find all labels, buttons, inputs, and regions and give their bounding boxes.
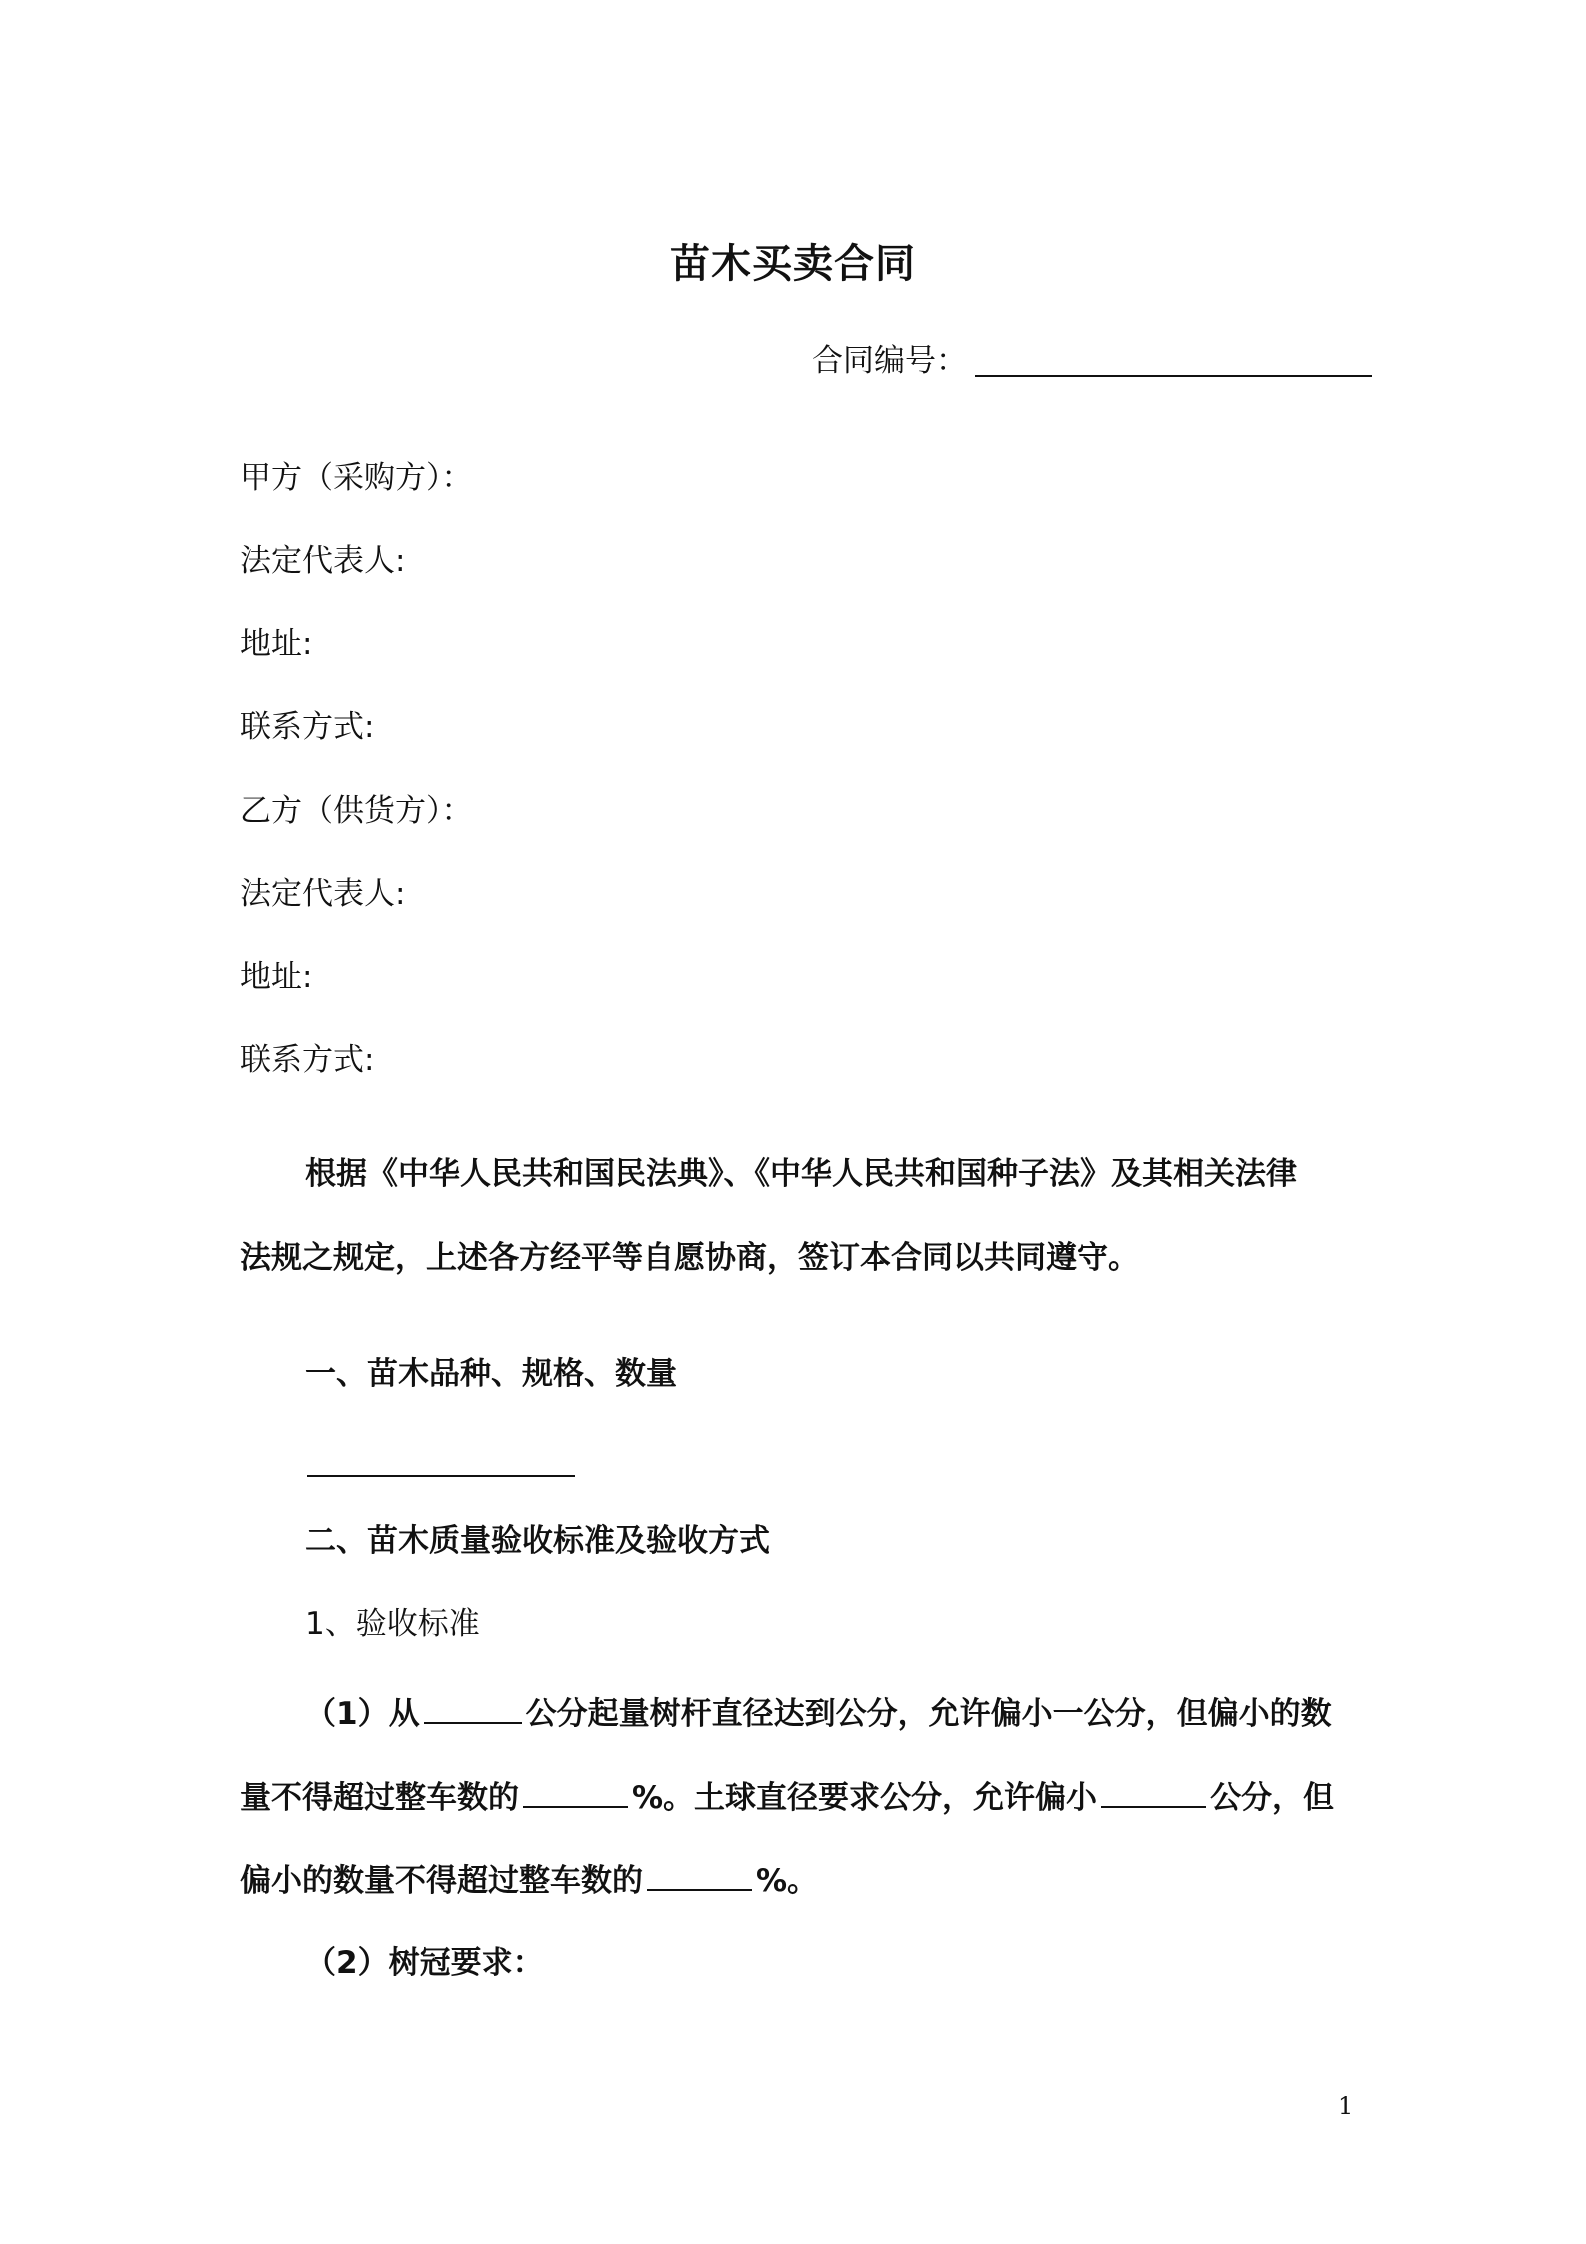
item-1-line-1 bbox=[305, 1688, 1332, 1733]
item-1-line-3-end: %。 bbox=[756, 1863, 819, 1899]
item-1-line-3 bbox=[240, 1855, 818, 1900]
item-1-line-3-start: 偏小的数量不得超过整车数的 bbox=[240, 1863, 643, 1899]
item-1-line-2-start: 量不得超过整车数的 bbox=[240, 1780, 519, 1816]
party-b-rep-label: 法定代表人: bbox=[240, 876, 406, 912]
preamble-line-2: 法规之规定，上述各方经平等自愿协商，签订本合同以共同遵守。 bbox=[240, 1240, 1139, 1276]
item-1-line-2-end: 公分，但 bbox=[1210, 1780, 1335, 1816]
item-1-line-2-mid: %。土球直径要求公分，允许偏小 bbox=[632, 1780, 1098, 1816]
undersize-percent-blank[interactable] bbox=[523, 1775, 628, 1808]
page-number: 1 bbox=[1338, 2092, 1354, 2120]
soil-ball-percent-blank[interactable] bbox=[647, 1858, 752, 1891]
section-1-blank[interactable] bbox=[307, 1475, 575, 1477]
item-1-line-2 bbox=[240, 1772, 1334, 1817]
document-title: 苗木买卖合同 bbox=[670, 241, 916, 287]
party-a-address-label: 地址: bbox=[240, 626, 313, 662]
party-a-contact-label: 联系方式: bbox=[240, 709, 375, 745]
soil-ball-tolerance-blank[interactable] bbox=[1101, 1775, 1206, 1808]
contract-number-label: 合同编号： bbox=[812, 343, 967, 379]
acceptance-standard-subheading: 1、验收标准 bbox=[305, 1606, 480, 1642]
contract-number-blank[interactable] bbox=[975, 375, 1372, 377]
party-b-heading: 乙方（供货方）： bbox=[240, 793, 473, 829]
start-diameter-blank[interactable] bbox=[424, 1691, 522, 1724]
party-a-rep-label: 法定代表人: bbox=[240, 543, 406, 579]
item-1-line-1-rest: 公分起量树杆直径达到公分，允许偏小一公分，但偏小的数 bbox=[525, 1696, 1332, 1732]
party-b-contact-label: 联系方式: bbox=[240, 1042, 375, 1078]
party-b-address-label: 地址: bbox=[240, 959, 313, 995]
section-2-heading: 二、苗木质量验收标准及验收方式 bbox=[305, 1523, 770, 1559]
section-1-heading: 一、苗木品种、规格、数量 bbox=[305, 1356, 677, 1392]
party-a-heading: 甲方（采购方）： bbox=[240, 460, 473, 496]
preamble-line-1: 根据《中华人民共和国民法典》、《中华人民共和国种子法》及其相关法律 bbox=[305, 1156, 1297, 1192]
item-1-prefix: （1）从 bbox=[305, 1696, 420, 1732]
item-2-crown-requirement: （2）树冠要求： bbox=[305, 1945, 544, 1981]
